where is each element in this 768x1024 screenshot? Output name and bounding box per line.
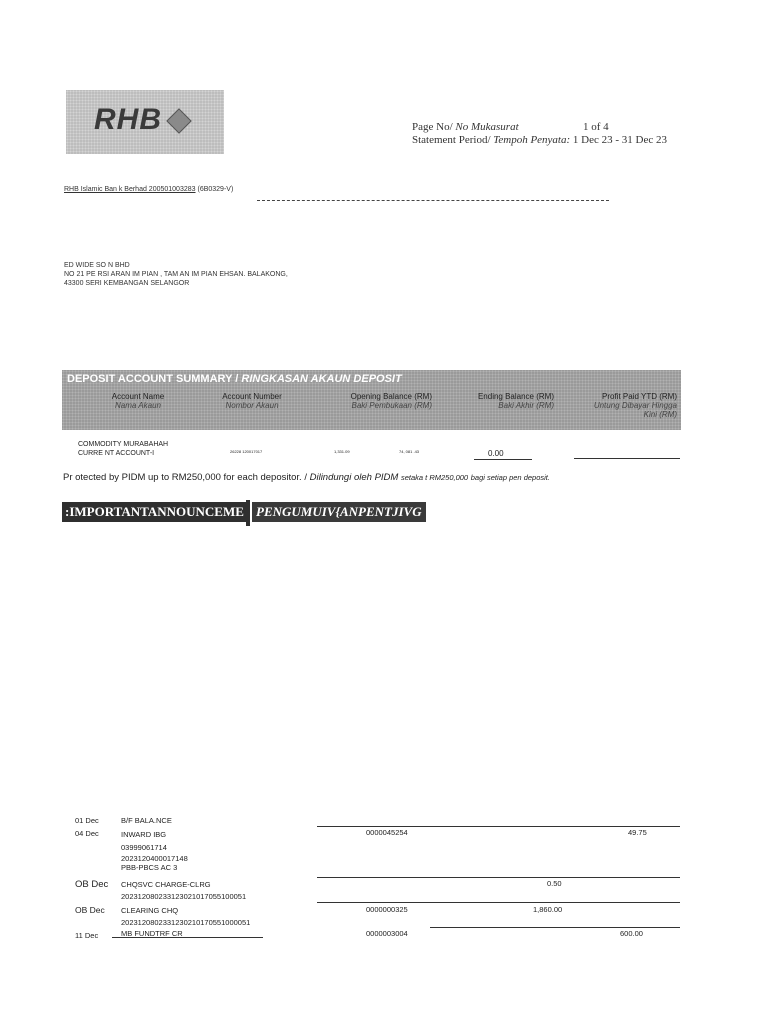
col-opening-balance: Opening Balance (RM) Baki Pembukaan (RM): [350, 392, 432, 410]
tx-rule-3: [317, 877, 680, 878]
diamond-icon: [166, 108, 191, 133]
tx-date-2: 04 Dec: [75, 829, 99, 838]
address-line-1: ED WIDE SO N BHD: [64, 262, 130, 269]
tx-debit-3: 0.50: [547, 879, 562, 888]
pengumuman-label: PENGUMUIV{ANPENTJIVG: [252, 502, 426, 522]
summary-account-name: COMMODITY MURABAHAH CURRE NT ACCOUNT-I: [78, 441, 169, 457]
bank-registration-line: [64, 186, 233, 193]
period-label-ms: Tempoh Penyata:: [493, 134, 571, 146]
tx-credit-2: 49.75: [628, 828, 647, 837]
col-ending-balance: Ending Balance (RM) Baki Akhir (RM): [477, 392, 554, 410]
tx-credit-5: 600.00: [620, 929, 643, 938]
page-number-line: [412, 121, 519, 133]
col-profit-paid: Profit Paid YTD (RM) Untung Dibayar Hingga Kini (RM): [593, 392, 677, 419]
statement-period-line: [412, 134, 667, 146]
tx-ref-2: 0000045254: [366, 828, 408, 837]
address-line-2: NO 21 PE RSI ARAN IM PIAN , TAM AN IM PIAN EHSAN. BALAKONG,: [64, 271, 288, 278]
tx-date-4: OB Dec: [75, 905, 105, 915]
tx-debit-4: 1,860.00: [533, 905, 563, 914]
dashed-divider: [257, 200, 609, 201]
bank-reg: (6B0329-V): [197, 186, 234, 193]
tx-date-3: OB Dec: [75, 879, 109, 890]
page-label: Page No/: [412, 121, 453, 133]
address-line-3: 43300 SERI KEMBANGAN SELANGOR: [64, 280, 190, 287]
tx-ref-5: 0000003004: [366, 929, 408, 938]
logo-text: RHB: [94, 103, 162, 136]
announcement-divider: [246, 500, 250, 526]
summary-title: DEPOSIT ACCOUNT SUMMARY / RINGKASAN AKAUN DEPOSIT: [67, 373, 402, 385]
tx-desc-3: CHQSVC CHARGE-CLRG 20231208023312302101705510005​1: [121, 880, 247, 901]
col-account-number: Account Number Nombor Akaun: [222, 392, 282, 410]
summary-ending-small: 74, 081 .43: [399, 449, 420, 454]
important-announcement-label: :IMPORTANTANNOUNCEME: [62, 502, 247, 522]
summary-account-number: 26228 120017017: [230, 449, 263, 454]
tx-rule-4: [317, 902, 680, 903]
tx-desc-5: MB FUNDTRF CR: [121, 929, 183, 938]
ending-underline: [474, 459, 532, 460]
page-label-ms: No Mukasurat: [455, 121, 519, 133]
page-value: 1 of 4: [583, 121, 609, 133]
customer-address: [64, 261, 288, 288]
col-account-name: Account Name Nama Akaun: [111, 392, 165, 410]
tx-rule-5: [430, 927, 680, 928]
tx-date-1: 01 Dec: [75, 816, 99, 825]
tx-desc-2: INWARD IBG 03999061714 2023120400017148 PBB-PBCS AC 3: [121, 830, 188, 872]
bank-name: RHB Islamic Ban k Berhad 200501003283: [64, 186, 196, 193]
deposit-summary-header: [62, 370, 681, 430]
period-value: 1 Dec 23 - 31 Dec 23: [572, 134, 667, 146]
summary-opening-balance: 1,331.09: [334, 449, 350, 454]
tx-date-5: 11 Dec: [75, 931, 99, 940]
pidm-notice: Pr otected by PIDM up to RM250,000 for each depositor. / Dilindungi oleh PIDM setaka t RM250,000 bagi setiap pen deposit.: [63, 472, 550, 483]
tx-rule-2: [317, 826, 680, 827]
summary-ending-balance: 0.00: [488, 449, 504, 458]
tx-ref-4: 0000000325: [366, 905, 408, 914]
bank-logo: [66, 90, 224, 154]
tx-desc-4: CLEARING CHQ 2023120802331230210170551000051: [121, 906, 251, 927]
profit-underline: [574, 458, 680, 459]
period-label: Statement Period/: [412, 134, 491, 146]
tx-desc-1: B/F BALA.NCE: [121, 816, 172, 825]
tx-underline-5: [112, 937, 263, 938]
